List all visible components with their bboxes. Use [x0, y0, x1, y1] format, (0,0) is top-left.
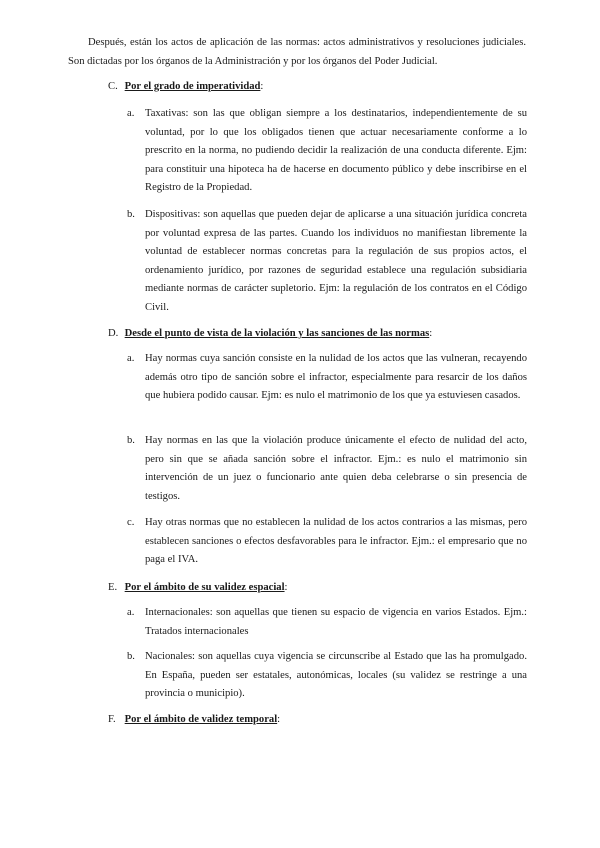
section-letter: F.: [108, 714, 116, 725]
list-item-text: Dispositivas: son aquellas que pueden dejar de aplicarse a una situación jurídica concreta por voluntad expresa de las partes. Cuando los individuos no manifiestan libremente la voluntad de establecer normas concretas para la regulación de sus propios actos, el ordenamiento jurídico, por razones de seguridad establece una regulación subsidiaria mediante normas de carácter supletorio. Ejm: la regulación de los contratos en el Código Civil.: [145, 209, 527, 313]
list-marker: a.: [127, 353, 135, 364]
list-item-text: Nacionales: son aquellas cuya vigencia se circunscribe al Estado que las ha promulgado. En España, pueden ser estatales, autonómicas, locales (su validez se restringe a una provincia o municipio).: [145, 651, 527, 700]
list-item-c-b: [127, 206, 527, 318]
list-marker: a.: [127, 108, 135, 119]
list-marker: a.: [127, 607, 135, 618]
list-item-e-b: [127, 648, 527, 704]
section-title: Por el grado de imperatividad: [124, 81, 261, 92]
list-marker: b.: [127, 209, 135, 220]
section-letter: E.: [108, 582, 118, 593]
section-heading-f: [108, 711, 528, 729]
section-letter: C.: [108, 81, 118, 92]
list-item-text: Taxativas: son las que obligan siempre a los destinatarios, independientemente de su voluntad, por lo que los obligados tienen que actuar necesariamente conforme a lo prescrito en la norma, no pudiendo decidir la realización de una conducta diferente. Ejm: para constituir una hipoteca ha de hacerse en documento público y debe inscribirse en el Registro de la Propiedad.: [145, 108, 527, 194]
section-title: Desde el punto de vista de la violación y las sanciones de las normas: [124, 328, 430, 339]
list-item-d-a: [127, 350, 527, 406]
list-item-d-c: [127, 514, 527, 570]
section-heading-d: [108, 325, 528, 343]
section-title: Por el ámbito de su validez espacial: [124, 582, 285, 593]
list-marker: b.: [127, 435, 135, 446]
section-suffix: :: [284, 582, 288, 593]
list-item-text: Hay otras normas que no establecen la nulidad de los actos contrarios a las mismas, pero establecen sanciones o efectos desfavorables para le infractor. Ejm.: el empresario que no paga el IVA.: [145, 517, 527, 566]
section-suffix: :: [277, 714, 281, 725]
section-suffix: :: [429, 328, 433, 339]
list-item-c-a: [127, 105, 527, 198]
section-heading-e: [108, 579, 528, 597]
section-letter: D.: [108, 328, 119, 339]
list-marker: b.: [127, 651, 135, 662]
list-marker: c.: [127, 517, 135, 528]
list-item-e-a: [127, 604, 527, 641]
section-heading-c: [108, 78, 528, 96]
intro-paragraph: Después, están los actos de aplicación de las normas: actos administrativos y resoluciones judiciales. Son dictadas por los órganos de la Administración y por los órganos del Poder Judicial.: [68, 37, 526, 67]
list-item-text: Internacionales: son aquellas que tienen su espacio de vigencia en varios Estados. Ejm.: Tratados internacionales: [145, 607, 527, 637]
list-item-d-b: [127, 432, 527, 506]
section-suffix: :: [260, 81, 264, 92]
list-item-text: Hay normas en las que la violación produce únicamente el efecto de nulidad del acto, pero sin que se añada sanción sobre el infractor. Ejm.: es nulo el matrimonio sin intervención de un juez o funcionario ante quien deba celebrarse o sin presencia de testigos.: [145, 435, 527, 502]
list-item-text: Hay normas cuya sanción consiste en la nulidad de los actos que las vulneran, recayendo además otro tipo de sanción sobre el infractor, especialmente para resarcir de los daños que hubiera podido causar. Ejm: es nulo el matrimonio de los que ya estuviesen casados.: [145, 353, 527, 402]
section-title: Por el ámbito de validez temporal: [124, 714, 278, 725]
